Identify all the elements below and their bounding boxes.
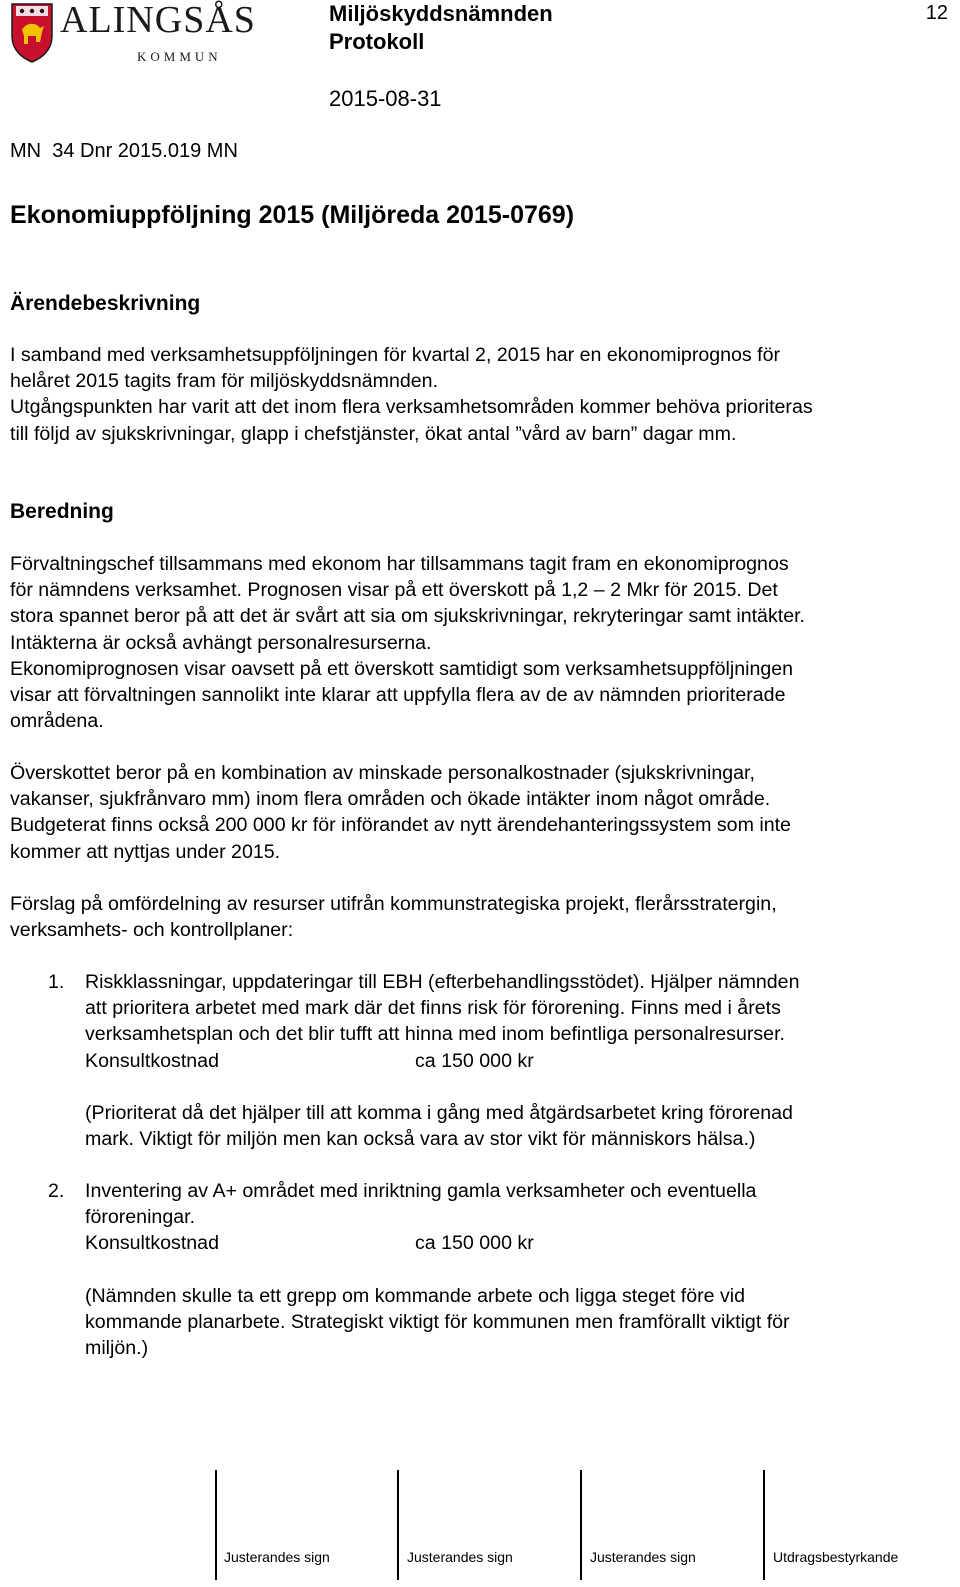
logo-subtitle: KOMMUN xyxy=(137,49,222,64)
signature-label: Justerandes sign xyxy=(407,1549,513,1565)
list-number: 1. xyxy=(48,971,65,993)
text-line: till följd av sjukskrivningar, glapp i chefstjänster, ökat antal ”vård av barn” dagar mm. xyxy=(10,422,737,445)
text-line: miljön.) xyxy=(85,1337,149,1360)
section-heading-arende: Ärendebeskrivning xyxy=(10,292,201,315)
item-note xyxy=(85,1100,925,1152)
text-line: Förslag på omfördelning av resurser utifrån kommunstrategiska projekt, flerårsstratergin, xyxy=(10,893,777,915)
logo-name: ALINGSÅS xyxy=(60,0,256,41)
text-line: för nämndens verksamhet. Prognosen visar på ett överskott på 1,2 – 2 Mkr för 2015. Det xyxy=(10,579,778,602)
cost-label: Konsultkostnad xyxy=(85,1049,219,1072)
list-number: 2. xyxy=(48,1180,65,1202)
text-line: Intäkterna är också avhängt personalresurserna. xyxy=(10,631,432,654)
signature-divider xyxy=(580,1470,582,1580)
proposal-intro-paragraph xyxy=(10,891,950,943)
signature-divider xyxy=(215,1470,217,1580)
arende-paragraph xyxy=(10,342,950,447)
text-line: I samband med verksamhetsuppföljningen för kvartal 2, 2015 har en ekonomiprognos för xyxy=(10,344,781,366)
cost-row xyxy=(85,1048,925,1074)
text-line: helåret 2015 tagits fram för miljöskyddsnämnden. xyxy=(10,370,439,393)
signature-label: Justerandes sign xyxy=(590,1549,696,1565)
text-line: verksamhets- och kontrollplaner: xyxy=(10,919,294,942)
signature-divider xyxy=(397,1470,399,1580)
text-line: vakanser, sjukfrånvaro mm) inom flera områden och ökade intäkter inom något område. xyxy=(10,788,771,811)
list-item-body xyxy=(85,1178,925,1361)
signature-label: Justerandes sign xyxy=(224,1549,330,1565)
text-line: stora spannet beror på att det är svårt att sia om sjukskrivningar, rekryteringar samt intäkter. xyxy=(10,605,805,628)
signature-label: Utdragsbestyrkande xyxy=(773,1549,899,1565)
text-line: föroreningar. xyxy=(85,1206,196,1229)
text-line: Utgångspunkten har varit att det inom flera verksamhetsområden kommer behöva prioriteras xyxy=(10,396,813,419)
text-line: (Prioriterat då det hjälper till att komma i gång med åtgärdsarbetet kring förorenad xyxy=(85,1101,793,1124)
page-number: 12 xyxy=(925,2,948,24)
cost-label: Konsultkostnad xyxy=(85,1232,219,1255)
text-line: Riskklassningar, uppdateringar till EBH (efterbehandlingsstödet). Hjälper nämnden xyxy=(85,971,800,993)
cost-value: ca 150 000 kr xyxy=(415,1232,534,1255)
committee-name: Miljöskyddsnämnden xyxy=(329,1,553,26)
document-type: Protokoll xyxy=(329,29,425,54)
text-line: att prioritera arbetet med mark där det finns risk för förorening. Finns med i årets xyxy=(85,997,781,1020)
text-line: Budgeterat finns också 200 000 kr för införandet av nytt ärendehanteringssystem som inte xyxy=(10,814,791,837)
text-line: områdena. xyxy=(10,710,104,733)
surplus-paragraph xyxy=(10,760,950,865)
signature-divider xyxy=(763,1470,765,1580)
text-line: Inventering av A+ området med inriktning gamla verksamheter och eventuella xyxy=(85,1180,757,1202)
text-line: Förvaltningschef tillsammans med ekonom har tillsammans tagit fram en ekonomiprognos xyxy=(10,553,789,575)
text-line: kommer att nyttjas under 2015. xyxy=(10,840,281,863)
text-line: visar att förvaltningen sannolikt inte klarar att uppfylla flera av de av nämnden prioriterade xyxy=(10,684,786,707)
text-line: kommande planarbete. Strategiskt viktigt för kommunen men framförallt viktigt för xyxy=(85,1310,790,1333)
item-note xyxy=(85,1283,925,1362)
section-heading-beredning: Beredning xyxy=(10,500,114,523)
cost-row xyxy=(85,1230,925,1256)
meeting-date: 2015-08-31 xyxy=(329,86,442,111)
text-line: Överskottet beror på en kombination av minskade personalkostnader (sjukskrivningar, xyxy=(10,762,755,784)
coat-of-arms-icon xyxy=(10,2,54,64)
municipality-logo xyxy=(10,2,285,68)
beredning-paragraph xyxy=(10,551,950,734)
case-reference: MN 34 Dnr 2015.019 MN xyxy=(10,140,238,162)
cost-value: ca 150 000 kr xyxy=(415,1049,534,1072)
text-line: mark. Viktigt för miljön men kan också vara av stor vikt för människors hälsa.) xyxy=(85,1128,756,1151)
page-title: Ekonomiuppföljning 2015 (Miljöreda 2015-0769) xyxy=(10,201,575,229)
text-line: verksamhetsplan och det blir tufft att hinna med inom befintliga personalresurser. xyxy=(85,1023,785,1046)
list-item-body xyxy=(85,969,925,1152)
text-line: Ekonomiprognosen visar oavsett på ett överskott samtidigt som verksamhetsuppföljningen xyxy=(10,657,794,680)
text-line: (Nämnden skulle ta ett grepp om kommande arbete och ligga steget före vid xyxy=(85,1284,746,1307)
